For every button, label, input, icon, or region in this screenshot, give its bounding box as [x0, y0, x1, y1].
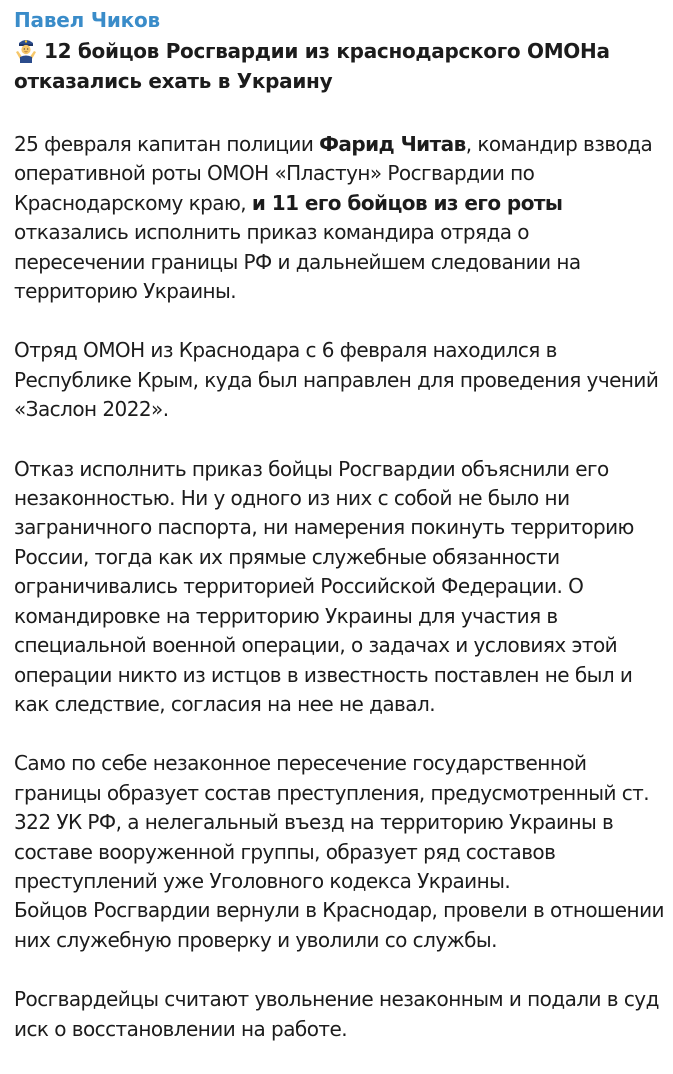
paragraph-2: Отряд ОМОН из Краснодара с 6 февраля находился в Республике Крым, куда был направлен для проведения учений «Заслон 2022».: [14, 338, 659, 422]
paragraph-4: [14, 749, 664, 955]
p4-text-b: Бойцов Росгвардии вернули в Краснодар, провели в отношении них служебную проверку и уволили со службы.: [14, 898, 664, 952]
post-body: [14, 130, 664, 1044]
p1-bold-name: Фарид Читав: [319, 132, 466, 156]
paragraph-1: [14, 130, 664, 306]
paragraph-3: Отказ исполнить приказ бойцы Росгвардии объяснили его незаконностью. Ни у одного из них с собой не было ни заграничного паспорта, ни намерения покинуть территорию России, тогда как их прямые служебные обязанности ограничивались территорией Российской Федерации. О командировке на территорию Украины для участия в специальной военной операции, о задачах и условиях этой операции никто из истцов в известность поставлен не был и как следствие, согласия на нее не давал.: [14, 456, 634, 716]
telegram-post: [14, 6, 664, 1074]
post-headline-text: 12 бойцов Росгвардии из краснодарского ОМОНа отказались ехать в Украину: [14, 39, 610, 93]
p1-bold-fighters: и 11 его бойцов из его роты: [251, 190, 563, 215]
post-headline: [14, 36, 664, 96]
p1-text-2: , командир взвода оперативной роты ОМОН «Пластун» Росгвардии по Краснодарскому краю,: [14, 132, 653, 215]
p4-text-a: Само по себе незаконное пересечение государственной границы образует состав преступления, предусмотренный ст. 322 УК РФ, а нелегальный въезд на территорию Украины в составе вооруженной группы, образует ряд составов преступлений уже Уголовного кодекса Украины.: [14, 751, 650, 893]
p1-text-3: отказались исполнить приказ командира отряда о пересечении границы РФ и дальнейшем следовании на территорию Украины.: [14, 220, 581, 304]
p1-text-1: 25 февраля капитан полиции: [14, 132, 320, 156]
post-author[interactable]: Павел Чиков: [14, 8, 161, 32]
police-officer-shrug-icon: [14, 37, 38, 63]
paragraph-5: Росгвардейцы считают увольнение незаконным и подали в суд иск о восстановлении на работе.: [14, 987, 659, 1041]
